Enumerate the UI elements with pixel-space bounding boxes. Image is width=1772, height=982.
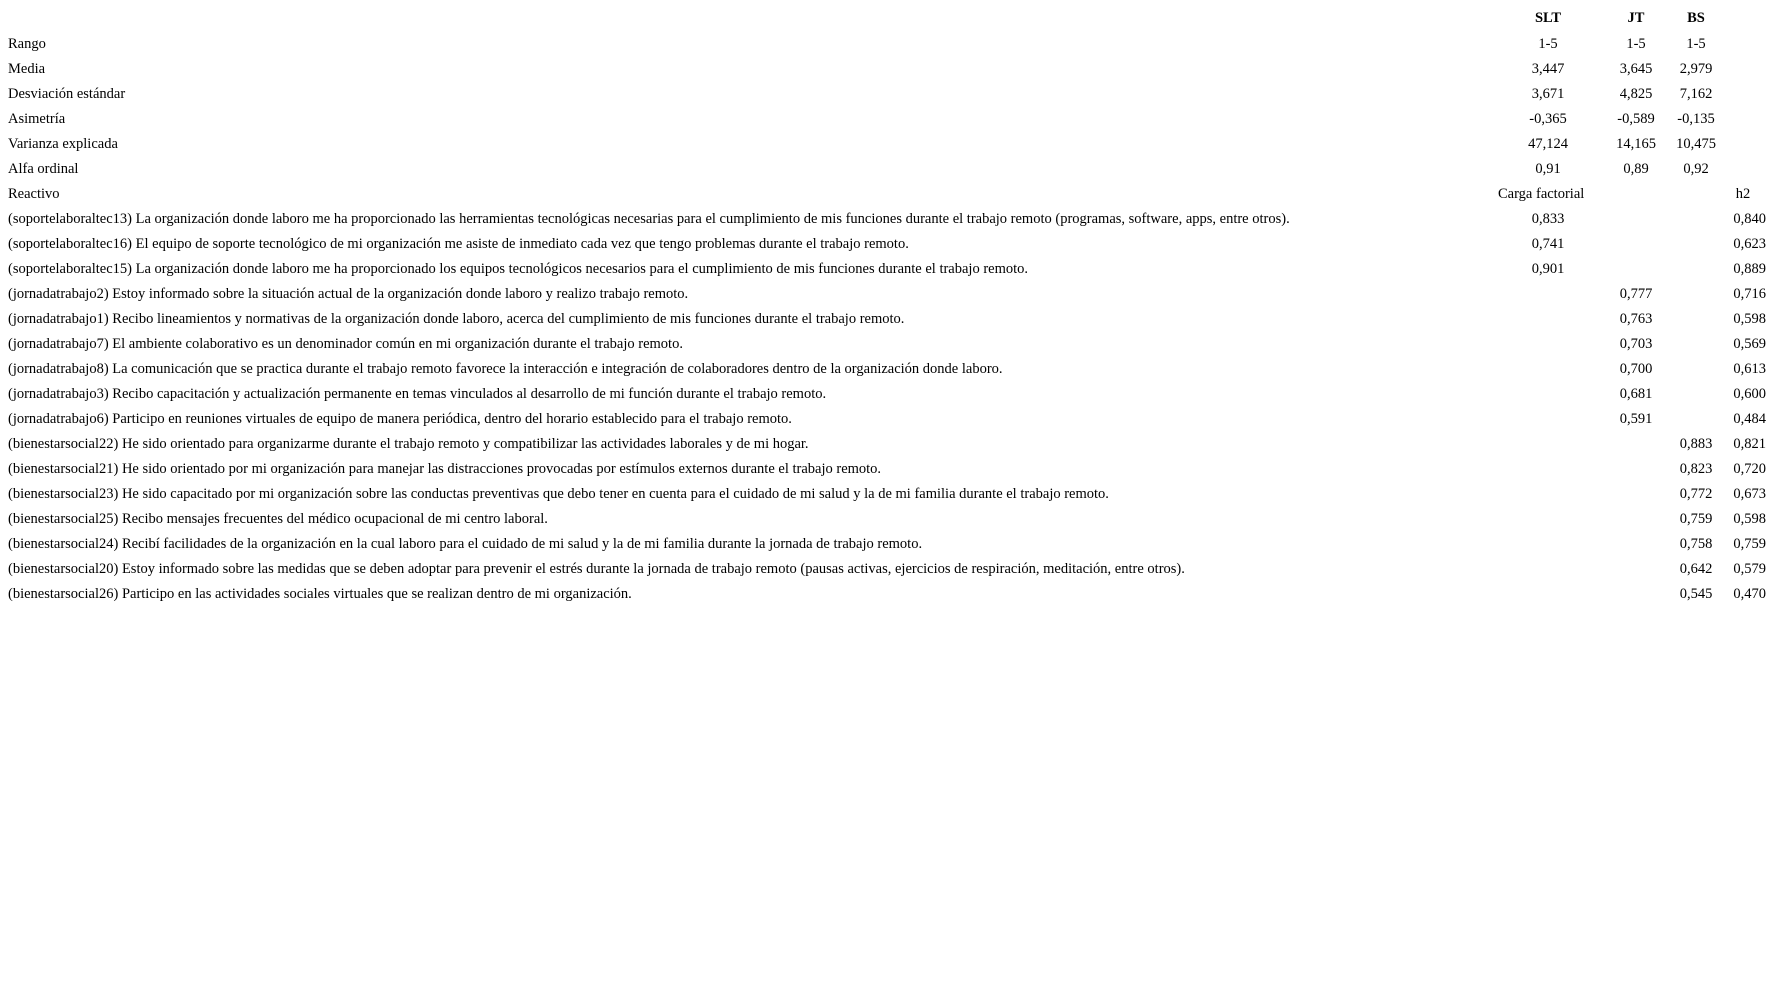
loading-slt: 0,901 (1531, 261, 1565, 277)
communality-h2: 0,673 (1733, 486, 1766, 502)
stat-jt: 4,825 (1619, 86, 1653, 102)
item-row (6, 557, 1768, 582)
h2-header: h2 (1735, 186, 1751, 202)
loading-jt (1598, 532, 1674, 557)
communality-h2: 0,716 (1733, 286, 1766, 302)
communality-h2: 0,470 (1733, 586, 1766, 602)
item-text: (jornadatrabajo6) Participo en reuniones virtuales de equipo de manera periódica, dentro del horario establecido para el trabajo remoto. (8, 411, 792, 427)
loading-jt (1598, 507, 1674, 532)
item-text: (soportelaboraltec13) La organización donde laboro me ha proporcionado las herramientas tecnológicas necesarias para el cumplimiento de mis funciones durante el trabajo remoto (programas, software, apps, entre otros). (8, 211, 1290, 227)
header-bs: BS (1687, 10, 1705, 26)
stat-label: Alfa ordinal (8, 161, 79, 177)
loading-jt (1598, 257, 1674, 282)
stat-label: Media (8, 61, 46, 77)
stat-jt: 0,89 (1623, 161, 1649, 177)
stats-body (6, 32, 1768, 182)
empty-cell (1674, 182, 1718, 207)
header-slt: SLT (1534, 10, 1562, 26)
loading-slt (1498, 582, 1598, 607)
loading-slt (1498, 482, 1598, 507)
item-row (6, 407, 1768, 432)
communality-h2: 0,889 (1733, 261, 1766, 277)
item-row (6, 482, 1768, 507)
loading-bs: 0,823 (1679, 461, 1713, 477)
item-row (6, 257, 1768, 282)
loading-bs: 0,883 (1679, 436, 1713, 452)
stat-slt: -0,365 (1529, 111, 1567, 127)
item-text: (jornadatrabajo7) El ambiente colaborativo es un denominador común en mi organización durante el trabajo remoto. (8, 336, 683, 352)
item-text: (soportelaboraltec15) La organización donde laboro me ha proporcionado los equipos tecnológicos necesarios para el cumplimiento de mis funciones durante el trabajo remoto. (8, 261, 1029, 277)
communality-h2: 0,598 (1733, 511, 1766, 527)
communality-h2: 0,821 (1733, 436, 1766, 452)
loading-slt (1498, 282, 1598, 307)
loading-bs: 0,642 (1679, 561, 1713, 577)
stat-label: Rango (8, 36, 46, 52)
loading-bs (1674, 357, 1718, 382)
stat-label: Desviación estándar (8, 86, 126, 102)
item-row (6, 507, 1768, 532)
stat-bs: 0,92 (1683, 161, 1709, 177)
stat-slt: 3,447 (1531, 61, 1565, 77)
stat-bs: 2,979 (1679, 61, 1713, 77)
items-body (6, 207, 1768, 607)
stat-row (6, 157, 1768, 182)
empty-cell (1718, 157, 1768, 182)
communality-h2: 0,759 (1733, 536, 1766, 552)
item-text: (jornadatrabajo2) Estoy informado sobre la situación actual de la organización donde laboro y realizo trabajo remoto. (8, 286, 689, 302)
communality-h2: 0,600 (1733, 386, 1766, 402)
loading-bs: 0,545 (1679, 586, 1713, 602)
loading-slt: 0,741 (1531, 236, 1565, 252)
stat-jt: -0,589 (1617, 111, 1655, 127)
loading-slt (1498, 407, 1598, 432)
empty-cell (1718, 107, 1768, 132)
item-text: (bienestarsocial26) Participo en las actividades sociales virtuales que se realizan dentro de mi organización. (8, 586, 632, 602)
loading-slt (1498, 557, 1598, 582)
loading-jt: 0,777 (1619, 286, 1653, 302)
stat-slt: 47,124 (1528, 136, 1568, 152)
loading-jt (1598, 557, 1674, 582)
stat-row (6, 32, 1768, 57)
loading-bs (1674, 307, 1718, 332)
loading-bs (1674, 332, 1718, 357)
header-jt: JT (1627, 10, 1645, 26)
stat-slt: 1-5 (1538, 36, 1558, 52)
stat-row (6, 132, 1768, 157)
stat-jt: 3,645 (1619, 61, 1653, 77)
item-text: (bienestarsocial23) He sido capacitado por mi organización sobre las conductas preventivas que debo tener en cuenta para el cuidado de mi salud y la de mi familia durante el trabajo remoto. (8, 486, 1109, 502)
loading-jt: 0,763 (1619, 311, 1653, 327)
item-text: (jornadatrabajo8) La comunicación que se practica durante el trabajo remoto favorece la interacción e integración de colaboradores dentro de la organización donde laboro. (8, 361, 1003, 377)
loading-bs: 0,772 (1679, 486, 1713, 502)
loading-slt (1498, 307, 1598, 332)
item-row (6, 582, 1768, 607)
communality-h2: 0,569 (1733, 336, 1766, 352)
item-text: (bienestarsocial24) Recibí facilidades de la organización en la cual laboro para el cuidado de mi salud y la de mi familia durante la jornada de trabajo remoto. (8, 536, 923, 552)
loading-bs (1674, 407, 1718, 432)
carga-factorial-header: Carga factorial (1498, 186, 1585, 202)
loading-slt (1498, 432, 1598, 457)
loading-bs (1674, 232, 1718, 257)
loading-slt: 0,833 (1531, 211, 1565, 227)
empty-cell (1718, 57, 1768, 82)
item-row (6, 307, 1768, 332)
communality-h2: 0,484 (1733, 411, 1766, 427)
factor-analysis-table (6, 5, 1768, 607)
communality-h2: 0,840 (1733, 211, 1766, 227)
item-text: (bienestarsocial21) He sido orientado por mi organización para manejar las distracciones provocadas por estímulos externos durante el trabajo remoto. (8, 461, 882, 477)
stat-bs: 1-5 (1686, 36, 1706, 52)
item-text: (jornadatrabajo1) Recibo lineamientos y normativas de la organización donde laboro, acerca del cumplimiento de mis funciones durante el trabajo remoto. (8, 311, 905, 327)
stat-bs: 10,475 (1676, 136, 1716, 152)
empty-cell (1718, 82, 1768, 107)
stat-jt: 14,165 (1616, 136, 1656, 152)
item-row (6, 207, 1768, 232)
loading-bs (1674, 257, 1718, 282)
item-text: (bienestarsocial25) Recibo mensajes frecuentes del médico ocupacional de mi centro laboral. (8, 511, 548, 527)
communality-h2: 0,623 (1733, 236, 1766, 252)
loading-bs: 0,759 (1679, 511, 1713, 527)
items-header-row (6, 182, 1768, 207)
item-row (6, 457, 1768, 482)
loading-slt (1498, 507, 1598, 532)
loading-bs: 0,758 (1679, 536, 1713, 552)
item-row (6, 282, 1768, 307)
item-row (6, 232, 1768, 257)
item-text: (bienestarsocial22) He sido orientado para organizarme durante el trabajo remoto y compatibilizar las actividades laborales y de mi hogar. (8, 436, 809, 452)
stat-label: Varianza explicada (8, 136, 118, 152)
loading-jt: 0,681 (1619, 386, 1653, 402)
loading-slt (1498, 457, 1598, 482)
stat-slt: 3,671 (1531, 86, 1565, 102)
item-text: (jornadatrabajo3) Recibo capacitación y actualización permanente en temas vinculados al desarrollo de mi función durante el trabajo remoto. (8, 386, 827, 402)
loading-slt (1498, 332, 1598, 357)
loading-jt (1598, 457, 1674, 482)
loading-jt: 0,703 (1619, 336, 1653, 352)
empty-cell (1718, 32, 1768, 57)
stat-row (6, 107, 1768, 132)
header-row (6, 5, 1768, 32)
communality-h2: 0,720 (1733, 461, 1766, 477)
item-row (6, 332, 1768, 357)
header-blank (6, 5, 1498, 32)
loading-slt (1498, 357, 1598, 382)
loading-jt (1598, 482, 1674, 507)
communality-h2: 0,579 (1733, 561, 1766, 577)
header-empty (1718, 5, 1768, 32)
reactivo-header: Reactivo (8, 186, 60, 202)
item-row (6, 532, 1768, 557)
loading-bs (1674, 382, 1718, 407)
item-row (6, 357, 1768, 382)
loading-jt (1598, 432, 1674, 457)
stat-row (6, 82, 1768, 107)
stat-slt: 0,91 (1535, 161, 1561, 177)
empty-cell (1718, 132, 1768, 157)
loading-jt (1598, 207, 1674, 232)
loading-jt (1598, 232, 1674, 257)
item-text: (bienestarsocial20) Estoy informado sobre las medidas que se deben adoptar para prevenir el estrés durante la jornada de trabajo remoto (pausas activas, ejercicios de respiración, meditación, entre otros). (8, 561, 1185, 577)
loading-bs (1674, 207, 1718, 232)
stat-bs: 7,162 (1679, 86, 1713, 102)
loading-jt: 0,700 (1619, 361, 1653, 377)
loading-slt (1498, 532, 1598, 557)
items-header-body (6, 182, 1768, 207)
stat-row (6, 57, 1768, 82)
loading-bs (1674, 282, 1718, 307)
item-row (6, 432, 1768, 457)
stat-jt: 1-5 (1626, 36, 1646, 52)
stat-label: Asimetría (8, 111, 66, 127)
item-text: (soportelaboraltec16) El equipo de soporte tecnológico de mi organización me asiste de inmediato cada vez que tengo problemas durante el trabajo remoto. (8, 236, 909, 252)
stat-bs: -0,135 (1677, 111, 1715, 127)
loading-slt (1498, 382, 1598, 407)
communality-h2: 0,613 (1733, 361, 1766, 377)
item-row (6, 382, 1768, 407)
loading-jt (1598, 582, 1674, 607)
loading-jt: 0,591 (1619, 411, 1653, 427)
communality-h2: 0,598 (1733, 311, 1766, 327)
